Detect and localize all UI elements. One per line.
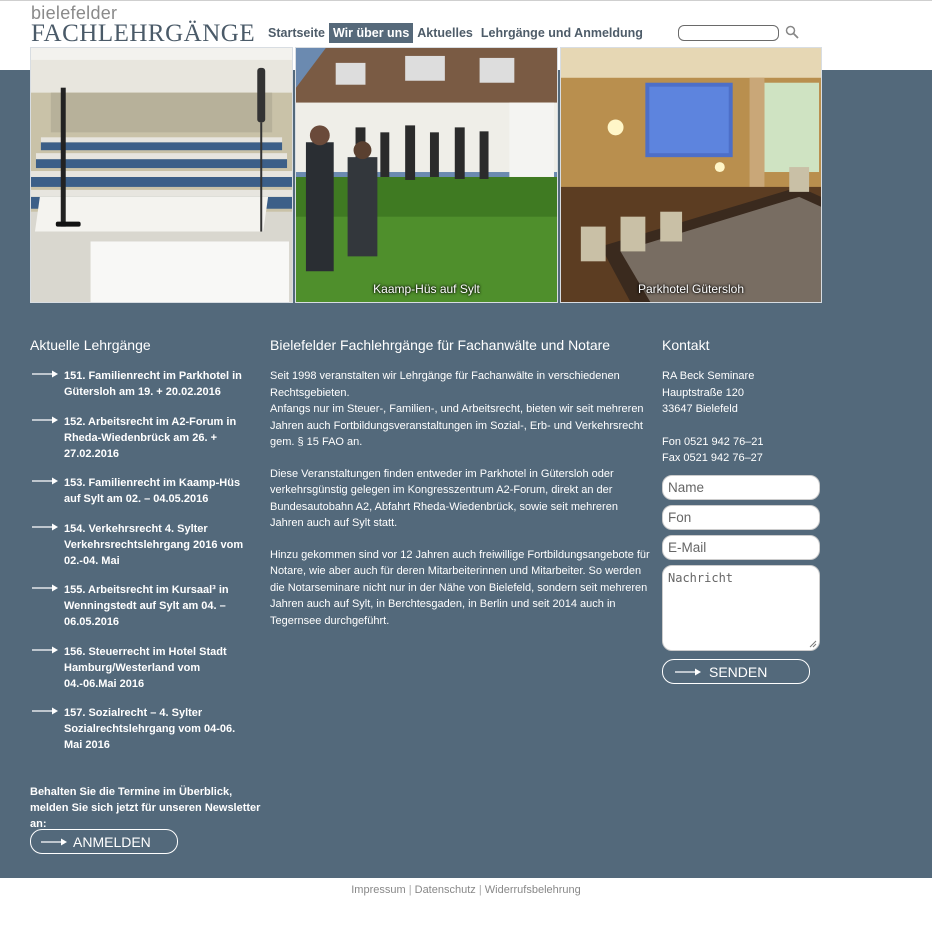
course-item-156[interactable] xyxy=(30,644,255,692)
email-field[interactable]: E-Mail xyxy=(662,535,820,560)
about-paragraph-3: Hinzu gekommen sind vor 12 Jahren auch freiwillige Fortbildungsangebote für Notare, wie aber auch für deren Mitarbeiterinnen und Mitarbeiter. So werden die Notarseminare nicht nur in der Nähe von Bielefeld, sondern seit mehreren Jahren auch auf Sylt, in Berchtesgaden, in Berlin und seit 2014 auch in Tegernsee durchgeführt. xyxy=(270,548,650,627)
message-placeholder: Nachricht xyxy=(668,571,734,585)
search-icon[interactable] xyxy=(785,25,799,39)
photo-lecture-hall xyxy=(30,47,293,303)
about-paragraph-1: Seit 1998 veranstalten wir Lehrgänge für Fachanwälte in verschiedenen Rechtsgebieten. xyxy=(270,370,620,399)
arrow-right-icon xyxy=(32,645,58,655)
footer-separator: | xyxy=(478,884,482,896)
contact-name: RA Beck Seminare xyxy=(662,370,755,382)
course-label: 153. Familienrecht im Kaamp-Hüs auf Sylt am 02. – 04.05.2016 xyxy=(64,477,241,505)
newsletter-button[interactable] xyxy=(30,829,178,854)
arrow-right-icon xyxy=(32,476,58,486)
search-input[interactable] xyxy=(678,25,779,41)
send-button-label: SENDEN xyxy=(709,663,768,680)
nav-lehrgaenge[interactable]: Lehrgänge und Anmeldung xyxy=(480,26,643,40)
footer-widerrufsbelehrung[interactable]: Widerrufsbelehrung xyxy=(484,884,581,896)
course-label: 151. Familienrecht im Parkhotel in Gütersloh am 19. + 20.02.2016 xyxy=(64,370,242,398)
nav-startseite[interactable]: Startseite xyxy=(268,26,325,40)
about-text xyxy=(270,368,653,644)
about-paragraph-2: Diese Veranstaltungen finden entweder im Parkhotel in Gütersloh oder verkehrsgünstig gelegen im Kongresszentrum A2-Forum, direkt an der Bundesautobahn A2, Abfahrt Rheda-Wiedenbrück, sowie seit mehreren Jahren auch auf Sylt statt. xyxy=(270,467,618,529)
send-button[interactable] xyxy=(662,659,810,684)
course-list xyxy=(30,368,255,767)
arrow-right-icon xyxy=(675,667,701,677)
footer-separator: | xyxy=(408,884,412,896)
logo-subtitle[interactable]: bielefelder xyxy=(31,3,118,23)
photo-caption: Parkhotel Gütersloh xyxy=(637,282,745,296)
footer-datenschutz[interactable]: Datenschutz xyxy=(414,884,476,896)
course-item-153[interactable] xyxy=(30,475,255,507)
photo-kaamp-hues xyxy=(295,47,558,303)
course-item-154[interactable] xyxy=(30,521,255,569)
newsletter-text: Behalten Sie die Termine im Überblick, melden Sie sich jetzt für unseren Newsletter an: xyxy=(30,786,261,830)
main-nav xyxy=(264,23,647,43)
contact-city: 33647 Bielefeld xyxy=(662,403,738,415)
contact-fax: Fax 0521 942 76–27 xyxy=(662,452,763,464)
nav-wir-ueber-uns[interactable]: Wir über uns xyxy=(329,23,413,43)
newsletter-button-label: ANMELDEN xyxy=(73,833,151,850)
logo-title[interactable]: FACHLEHRGÄNGE xyxy=(31,20,256,47)
arrow-right-icon xyxy=(41,837,67,847)
course-label: 154. Verkehrsrecht 4. Sylter Verkehrsrechtslehrgang 2016 vom 02.-04. Mai xyxy=(64,522,244,567)
photo-parkhotel xyxy=(560,47,822,303)
course-label: 155. Arbeitsrecht im Kursaal³ in Wenningstedt auf Sylt am 04. – 06.05.2016 xyxy=(64,584,229,628)
photo-caption: Kaamp-Hüs auf Sylt xyxy=(373,282,480,296)
courses-title: Aktuelle Lehrgänge xyxy=(30,337,151,353)
arrow-right-icon xyxy=(32,583,58,593)
course-label: 157. Sozialrecht – 4. Sylter Sozialrechtslehrgang vom 04-06. Mai 2016 xyxy=(64,707,236,751)
contact-street: Hauptstraße 120 xyxy=(662,386,744,399)
footer xyxy=(0,884,932,896)
name-field[interactable]: Name xyxy=(662,475,820,500)
course-item-152[interactable] xyxy=(30,414,255,462)
arrow-right-icon xyxy=(32,706,58,716)
arrow-right-icon xyxy=(32,415,58,425)
contact-title: Kontakt xyxy=(662,337,710,353)
about-paragraph-1b: Anfangs nur im Steuer-, Familien-, und Arbeitsrecht, bieten wir seit mehreren Jahren auch Fortbildungsveranstaltungen im Sozial-, Erb- und Verkehrsrecht gem. § 15 FAO an. xyxy=(270,403,644,448)
course-item-155[interactable] xyxy=(30,582,255,630)
nav-aktuelles[interactable]: Aktuelles xyxy=(417,26,473,40)
footer-impressum[interactable]: Impressum xyxy=(351,884,406,896)
course-item-151[interactable] xyxy=(30,368,255,400)
course-label: 156. Steuerrecht im Hotel Stadt Hamburg/Westerland vom 04.-06.Mai 2016 xyxy=(64,645,227,690)
arrow-right-icon xyxy=(32,369,58,379)
about-title: Bielefelder Fachlehrgänge für Fachanwälte und Notare xyxy=(270,337,611,353)
message-field[interactable] xyxy=(662,565,820,651)
arrow-right-icon xyxy=(32,522,58,532)
contact-address xyxy=(662,368,764,467)
fon-field[interactable]: Fon xyxy=(662,505,820,530)
course-item-157[interactable] xyxy=(30,705,255,753)
course-label: 152. Arbeitsrecht im A2-Forum in Rheda-Wiedenbrück am 26. + 27.02.2016 xyxy=(64,415,237,460)
contact-fon: Fon 0521 942 76–21 xyxy=(662,435,764,448)
resize-handle-icon[interactable] xyxy=(809,640,817,648)
